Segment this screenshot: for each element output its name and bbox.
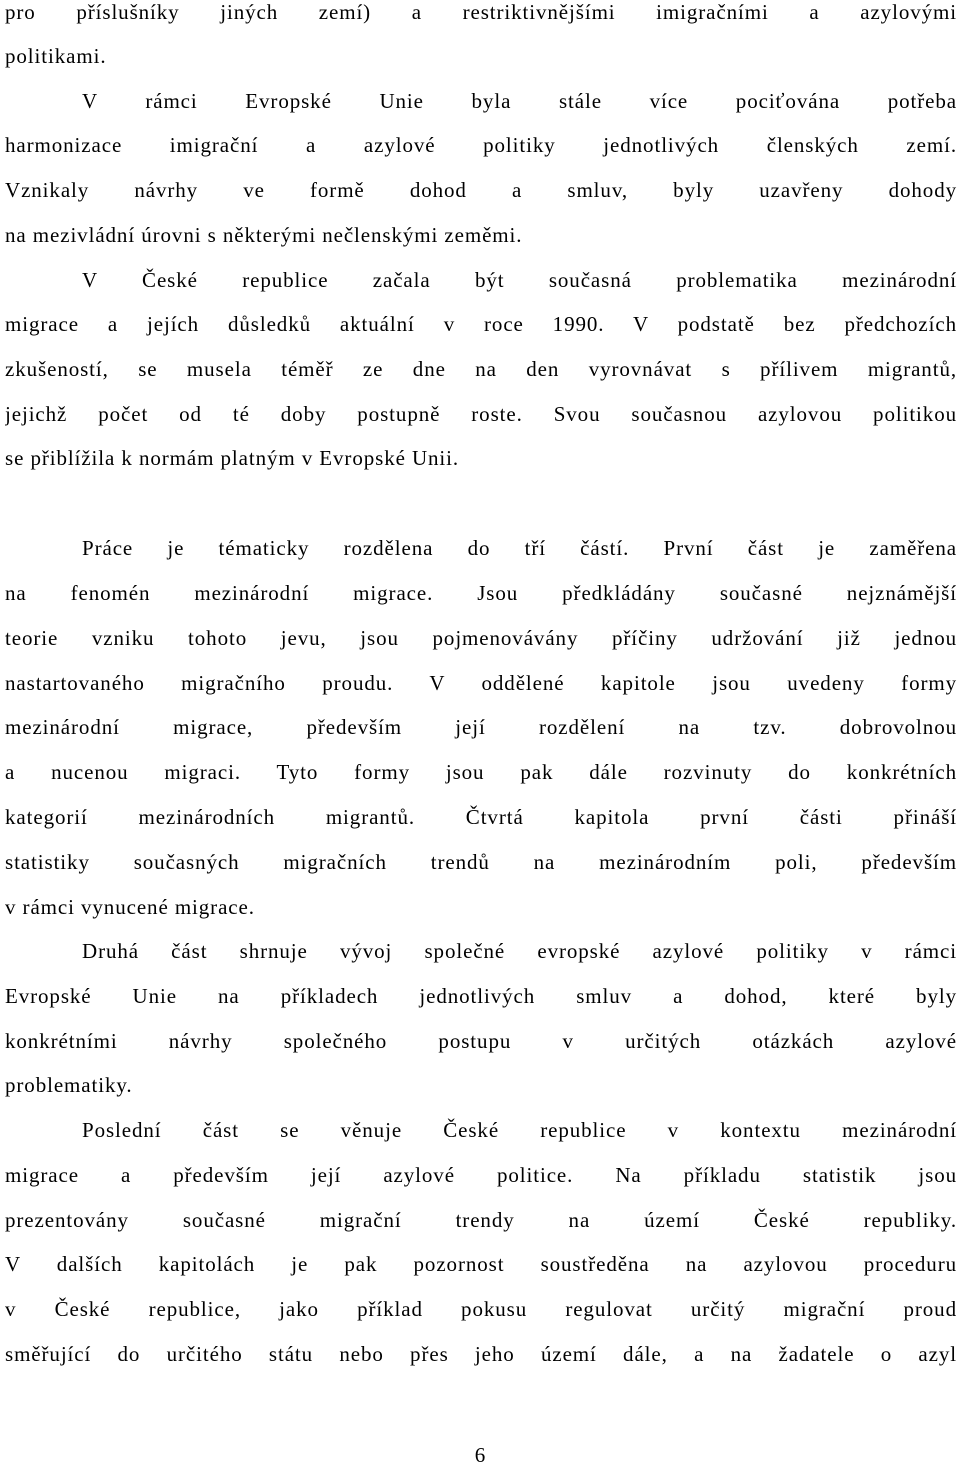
text-line: migrace a především její azylové politice. Na příkladu statistik jsou [5, 1163, 957, 1187]
text-line: statistiky současných migračních trendů na mezinárodním poli, především [5, 850, 957, 874]
text-line: Vznikaly návrhy ve formě dohod a smluv, byly uzavřeny dohody [5, 178, 957, 202]
text-line: kategorií mezinárodních migrantů. Čtvrtá kapitola první části přináší [5, 805, 957, 829]
text-line: Evropské Unie na příkladech jednotlivých smluv a dohod, které byly [5, 984, 957, 1008]
text-line: pro příslušníky jiných zemí) a restriktivnějšími imigračními a azylovými [5, 0, 957, 24]
text-line: jejichž počet od té doby postupně roste. Svou současnou azylovou politikou [5, 402, 957, 426]
text-line: problematiky. [5, 1073, 133, 1097]
paragraph-first-line: Druhá část shrnuje vývoj společné evropské azylové politiky v rámci [82, 939, 957, 963]
text-line: na mezivládní úrovni s některými nečlenskými zeměmi. [5, 223, 523, 247]
paragraph-first-line: V České republice začala být současná problematika mezinárodní [82, 268, 957, 292]
page-number: 6 [474, 1443, 486, 1467]
text-line: harmonizace imigrační a azylové politiky jednotlivých členských zemí. [5, 133, 957, 157]
document-page [5, 0, 957, 1472]
text-line: zkušeností, se musela téměř ze dne na den vyrovnávat s přílivem migrantů, [5, 357, 957, 381]
text-line: a nucenou migraci. Tyto formy jsou pak dále rozvinuty do konkrétních [5, 760, 957, 784]
text-line: V dalších kapitolách je pak pozornost soustředěna na azylovou proceduru [5, 1252, 957, 1276]
text-line: teorie vzniku tohoto jevu, jsou pojmenovávány příčiny udržování již jednou [5, 626, 957, 650]
paragraph-first-line: Poslední část se věnuje České republice v kontextu mezinárodní [82, 1118, 957, 1142]
text-line: politikami. [5, 44, 107, 68]
paragraph-first-line: Práce je tématicky rozdělena do tří částí. První část je zaměřena [82, 536, 957, 560]
text-line: konkrétními návrhy společného postupu v určitých otázkách azylové [5, 1029, 957, 1053]
text-line: se přiblížila k normám platným v Evropské Unii. [5, 446, 460, 470]
text-line: prezentovány současné migrační trendy na území České republiky. [5, 1208, 957, 1232]
text-line: na fenomén mezinárodní migrace. Jsou předkládány současné nejznámější [5, 581, 957, 605]
paragraph-first-line: V rámci Evropské Unie byla stále více pociťována potřeba [82, 89, 957, 113]
text-line: v rámci vynucené migrace. [5, 895, 255, 919]
text-line: směřující do určitého státu nebo přes jeho území dále, a na žadatele o azyl [5, 1342, 957, 1366]
text-line: v České republice, jako příklad pokusu regulovat určitý migrační proud [5, 1297, 957, 1321]
text-line: migrace a jejích důsledků aktuální v roce 1990. V podstatě bez předchozích [5, 312, 957, 336]
text-line: nastartovaného migračního proudu. V oddělené kapitole jsou uvedeny formy [5, 671, 957, 695]
text-line: mezinárodní migrace, především její rozdělení na tzv. dobrovolnou [5, 715, 957, 739]
